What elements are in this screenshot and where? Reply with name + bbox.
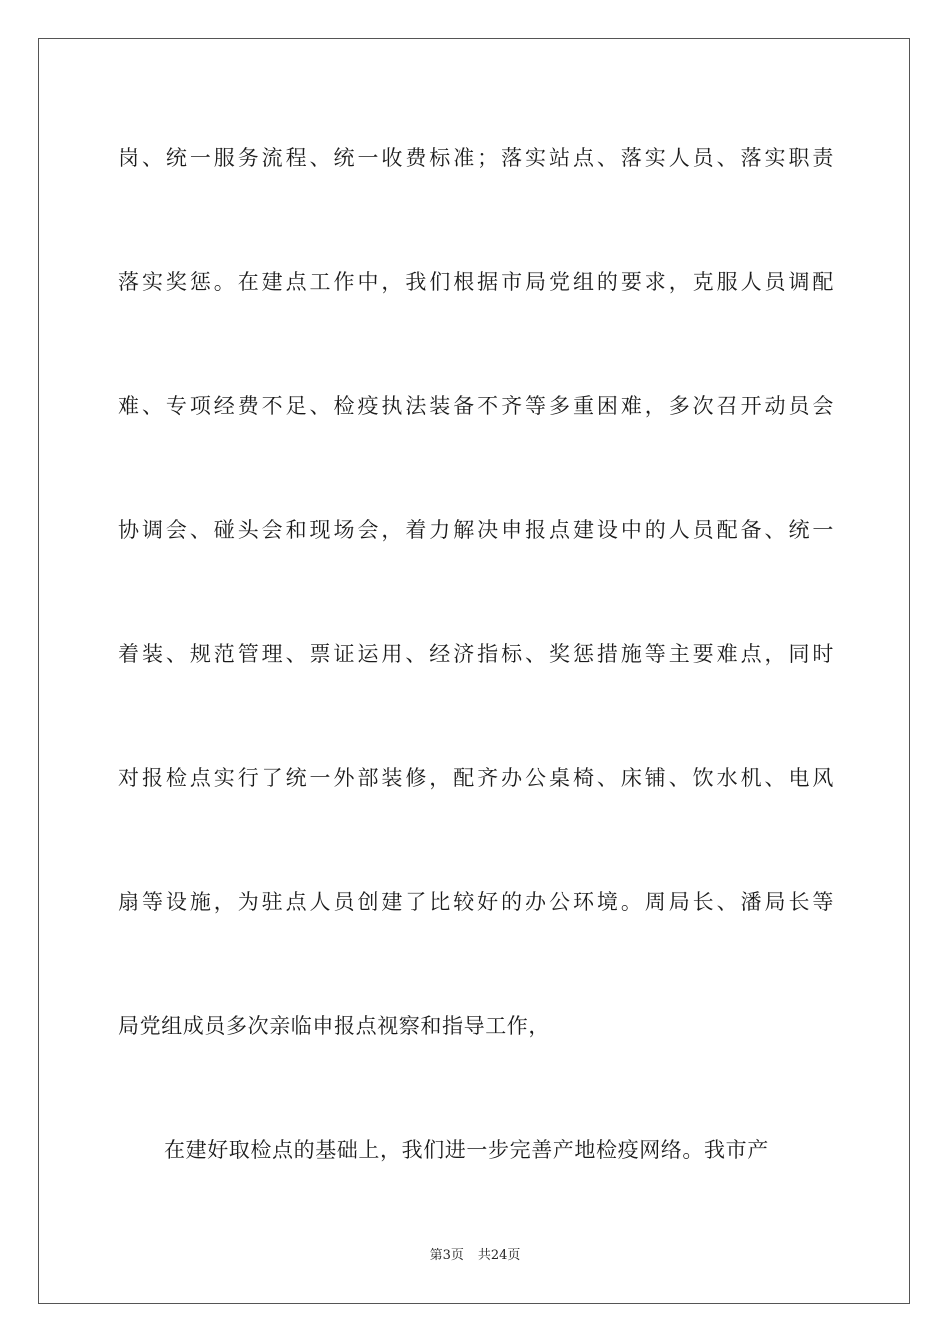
paragraph-line: 协调会、碰头会和现场会，着力解决申报点建设中的人员配备、统一 <box>118 518 834 542</box>
page-footer <box>0 1244 950 1263</box>
paragraph-line: 着装、规范管理、票证运用、经济指标、奖惩措施等主要难点，同时 <box>118 642 834 666</box>
paragraph-line: 对报检点实行了统一外部装修，配齐办公桌椅、床铺、饮水机、电风 <box>118 766 834 790</box>
page-total: 共24页 <box>477 1248 521 1263</box>
document-body <box>118 130 834 1246</box>
paragraph-last-line: 局党组成员多次亲临申报点视察和指导工作， <box>118 1014 550 1038</box>
paragraph-line: 扇等设施，为驻点人员创建了比较好的办公环境。周局长、潘局长等 <box>118 890 834 914</box>
paragraph-line: 岗、统一服务流程、统一收费标准；落实站点、落实人员、落实职责 <box>118 146 834 170</box>
paragraph-line: 难、专项经费不足、检疫执法装备不齐等多重困难，多次召开动员会 <box>118 394 834 418</box>
paragraph-first-line: 在建好取检点的基础上，我们进一步完善产地检疫网络。我市产 <box>164 1138 769 1162</box>
paragraph-line: 落实奖惩。在建点工作中，我们根据市局党组的要求，克服人员调配 <box>118 270 834 294</box>
page-number: 第3页 <box>429 1248 464 1263</box>
